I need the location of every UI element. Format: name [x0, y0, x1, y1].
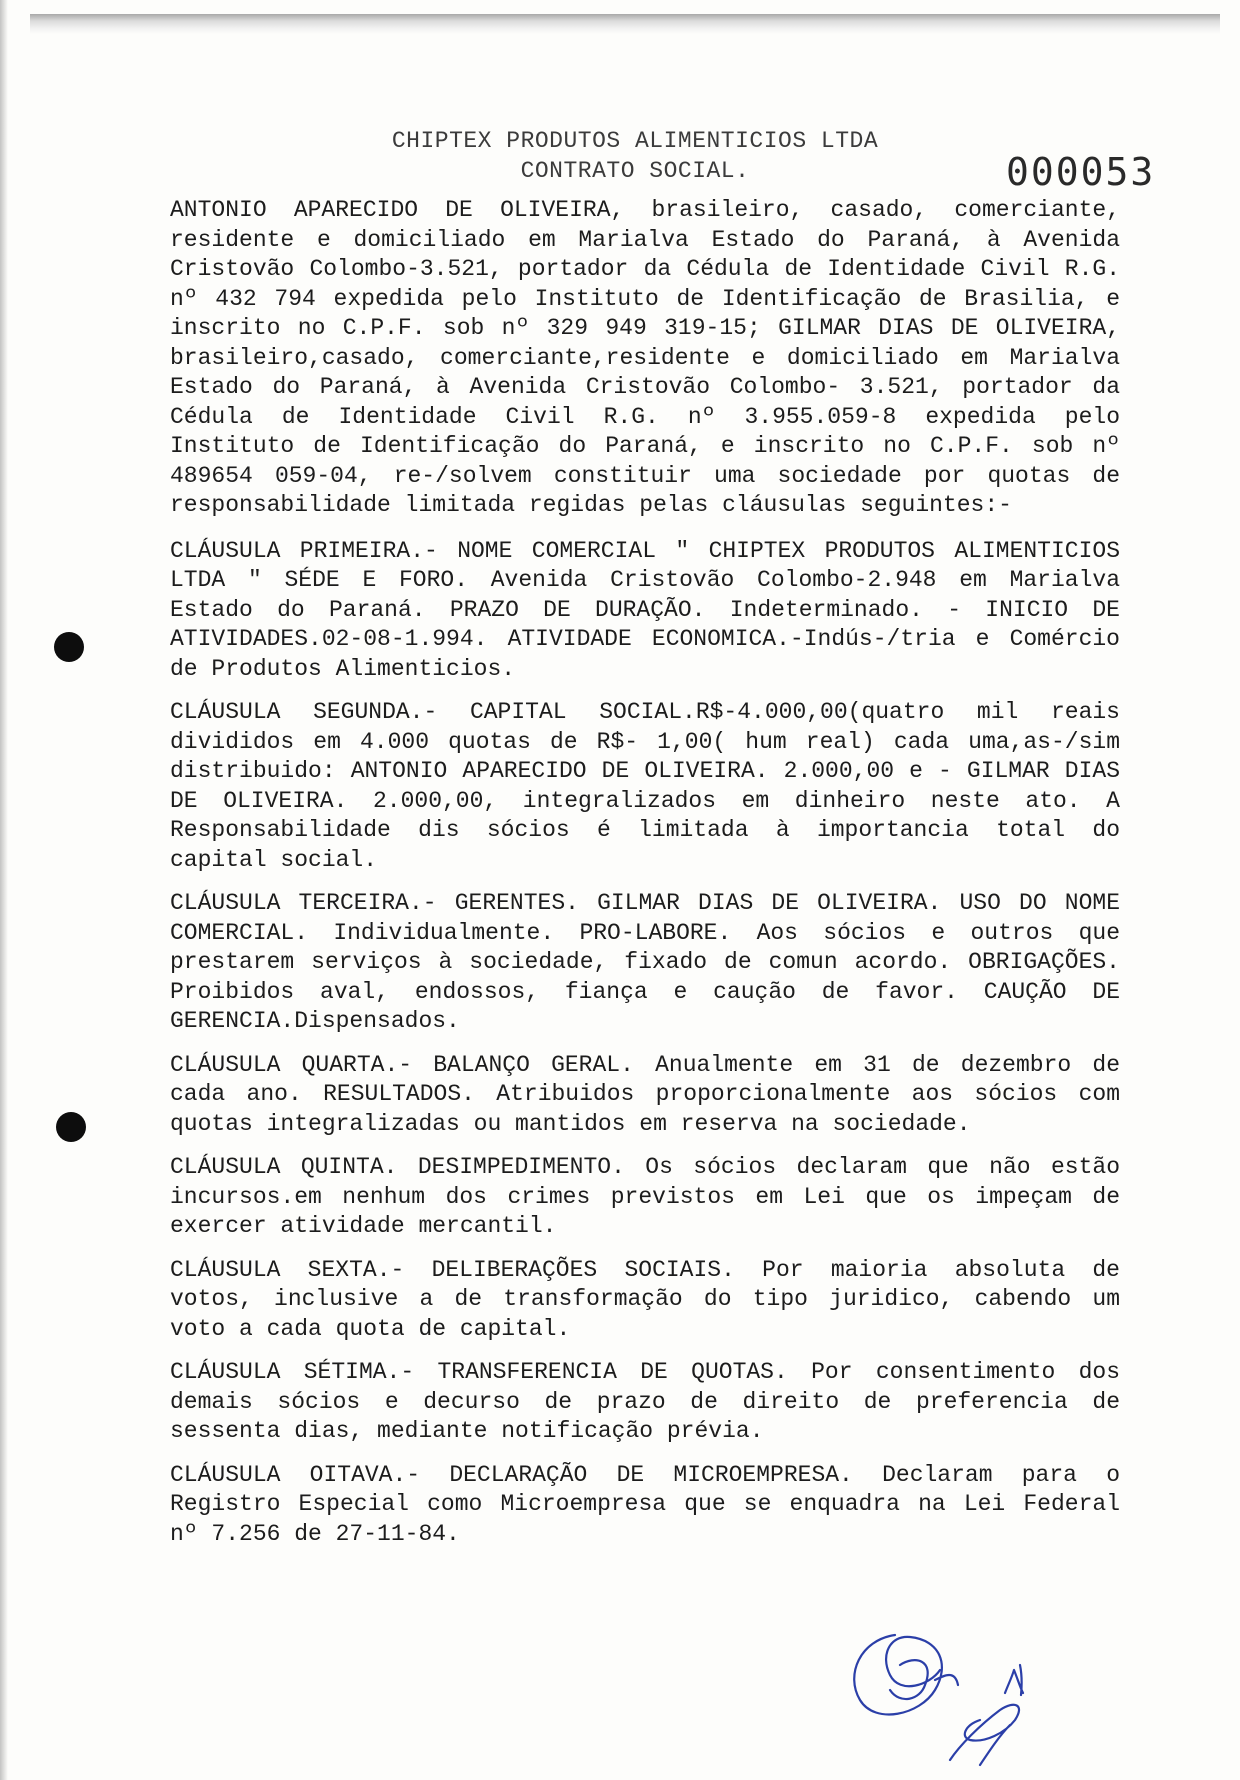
scan-edge-shadow	[0, 0, 8, 1780]
clause-terceira: CLÁUSULA TERCEIRA.- GERENTES. GILMAR DIAS DE OLIVEIRA. USO DO NOME COMERCIAL. Individualmente. PRO-LABORE. Aos sócios e outros que prestarem serviços à sociedade, fixado de comun acordo. OBRIGAÇÕES. Proibidos aval, endossos, fiança e caução de favor. CAUÇÃO DE GERENCIA.Dispensados.	[170, 890, 1120, 1034]
clause-setima: CLÁUSULA SÉTIMA.- TRANSFERENCIA DE QUOTAS. Por consentimento dos demais sócios e decurso de prazo de direito de preferencia de sessenta dias, mediante notificação prévia.	[170, 1359, 1120, 1444]
signature-second	[950, 1665, 1023, 1765]
intro-paragraph: ANTONIO APARECIDO DE OLIVEIRA, brasileiro, casado, comerciante, residente e domiciliado em Marialva Estado do Paraná, à Avenida Cristovão Colombo-3.521, portador da Cédula de Identidade Civil R.G. nº 432 794 expedida pelo Instituto de Identificação de Brasilia, e inscrito no C.P.F. sob nº 329 949 319-15; GILMAR DIAS DE OLIVEIRA, brasileiro,casado, comerciante,residente e domiciliado em Marialva Estado do Paraná, à Avenida Cristovão Colombo- 3.521, portador da Cédula de Identidade Civil R.G. nº 3.955.059-8 expedida pelo Instituto de Identificação do Paraná, e inscrito no C.P.F. sob nº 489654 059-04, re-/solvem constituir uma sociedade por quotas de responsabilidade limitada regidas pelas cláusulas seguintes:-	[170, 197, 1120, 518]
signature-first	[854, 1635, 958, 1714]
scan-top-streak	[30, 14, 1220, 34]
company-heading: CHIPTEX PRODUTOS ALIMENTICIOS LTDA	[391, 128, 879, 154]
page-number-stamp: 000053	[1006, 150, 1156, 194]
contract-body	[170, 196, 1120, 1563]
punch-hole-upper	[54, 632, 84, 662]
punch-hole-lower	[56, 1112, 86, 1142]
clause-segunda: CLÁUSULA SEGUNDA.- CAPITAL SOCIAL.R$-4.000,00(quatro mil reais divididos em 4.000 quotas de R$- 1,00( hum real) cada uma,as-/sim distribuido: ANTONIO APARECIDO DE OLIVEIRA. 2.000,00 e - GILMAR DIAS DE OLIVEIRA. 2.000,00, integralizados em dinheiro neste ato. A Responsabilidade dis sócios é limitada à importancia total do capital social.	[170, 699, 1120, 873]
clause-primeira: CLÁUSULA PRIMEIRA.- NOME COMERCIAL " CHIPTEX PRODUTOS ALIMENTICIOS LTDA " SÉDE E FORO. Avenida Cristovão Colombo-2.948 em Marialva Estado do Paraná. PRAZO DE DURAÇÃO. Indeterminado. - INICIO DE ATIVIDADES.02-08-1.994. ATIVIDADE ECONOMICA.-Indús-/tria e Comércio de Produtos Alimenticios.	[170, 537, 1120, 682]
handwritten-signatures	[840, 1615, 1110, 1775]
clause-sexta: CLÁUSULA SEXTA.- DELIBERAÇÕES SOCIAIS. Por maioria absoluta de votos, inclusive a de transformação do tipo juridico, cabendo um voto a cada quota de capital.	[170, 1256, 1120, 1342]
contract-heading: CONTRATO SOCIAL.	[520, 158, 750, 184]
clause-quinta: CLÁUSULA QUINTA. DESIMPEDIMENTO. Os sócios declaram que não estão incursos.em nenhum dos crimes previstos em Lei que os impeçam de exercer atividade mercantil.	[170, 1154, 1120, 1239]
clause-quarta: CLÁUSULA QUARTA.- BALANÇO GERAL. Anualmente em 31 de dezembro de cada ano. RESULTADOS. Atribuidos proporcionalmente aos sócios com quotas integralizadas ou mantidos em reserva na sociedade.	[170, 1051, 1120, 1137]
clause-oitava: CLÁUSULA OITAVA.- DECLARAÇÃO DE MICROEMPRESA. Declaram para o Registro Especial como Microempresa que se enquadra na Lei Federal nº 7.256 de 27-11-84.	[170, 1461, 1120, 1547]
